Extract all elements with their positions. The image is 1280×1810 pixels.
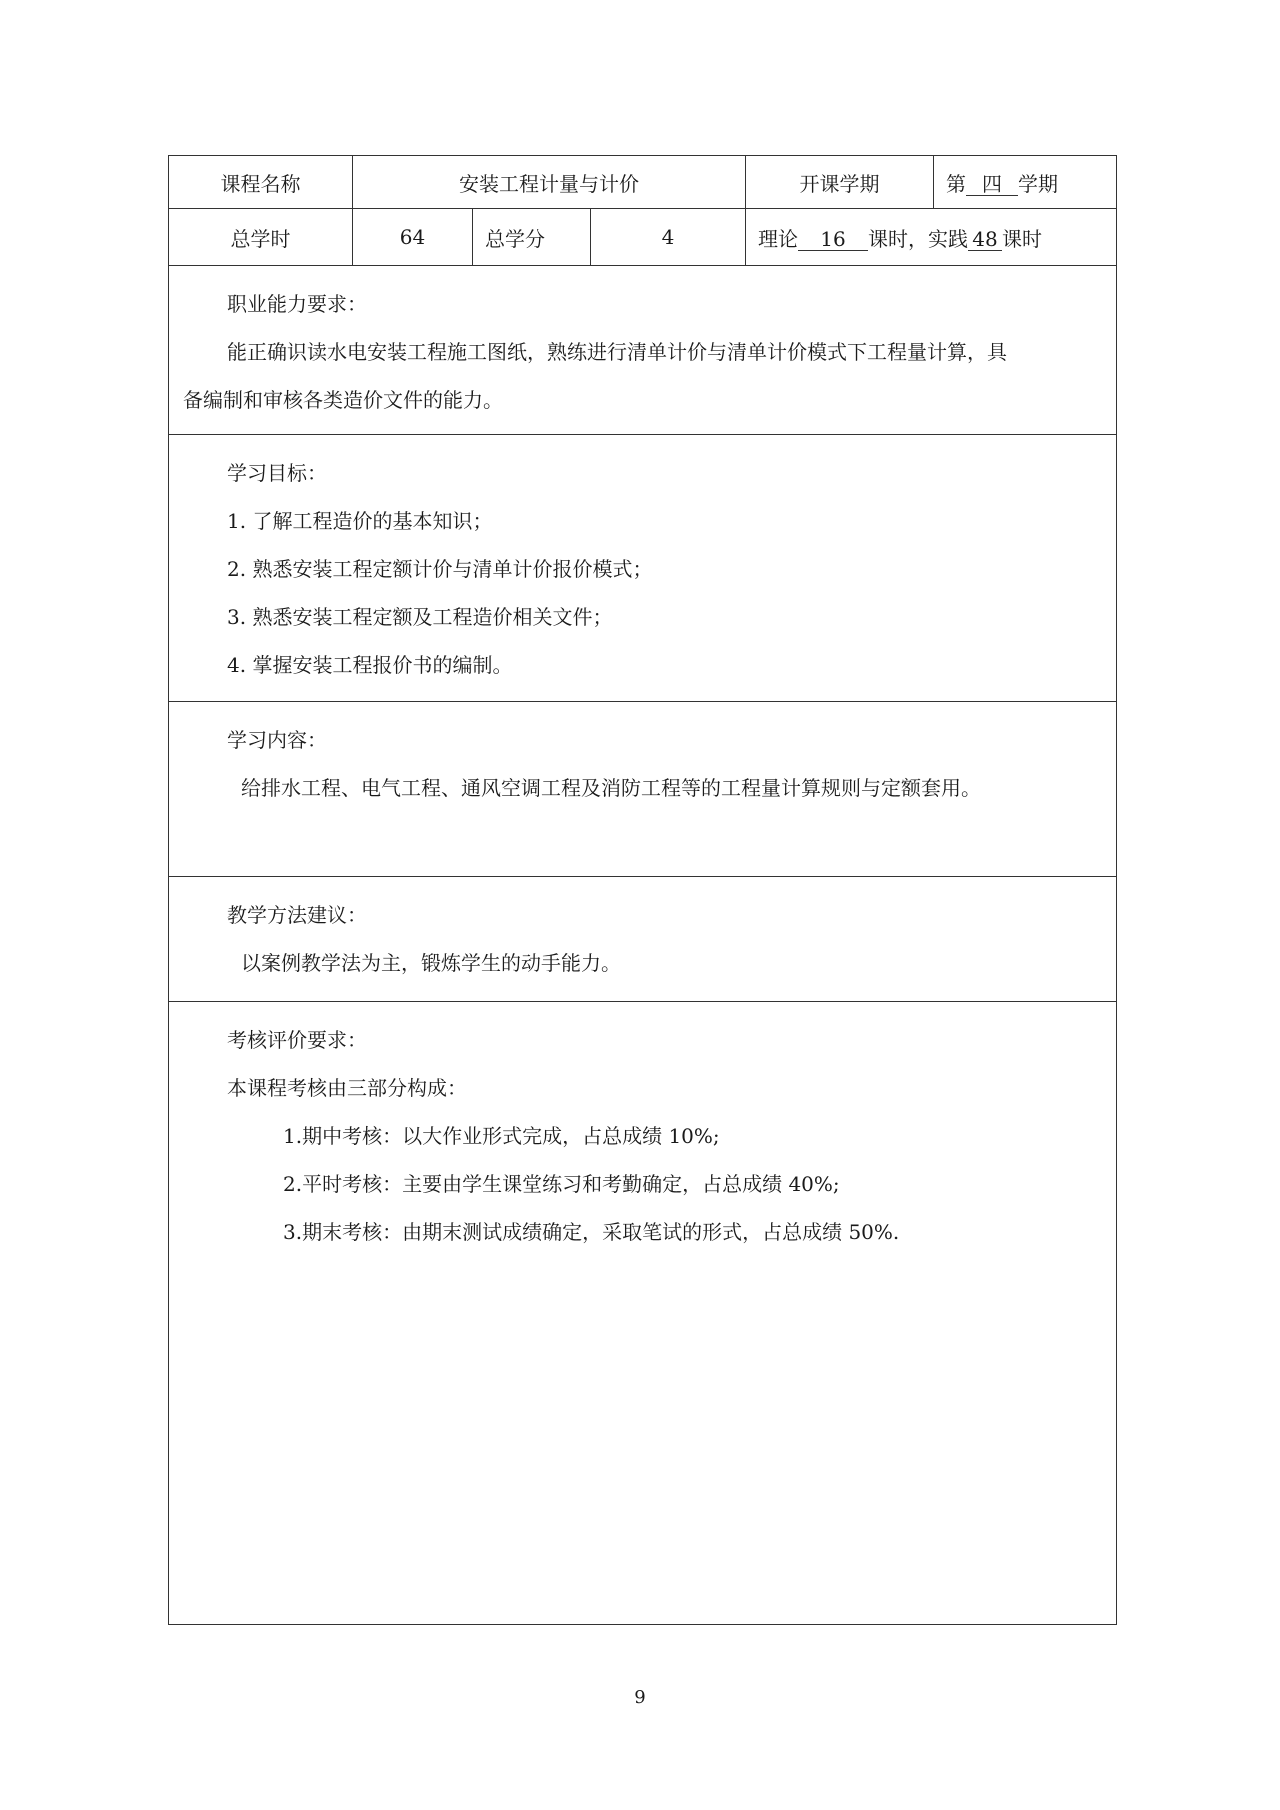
evaluation-intro: 本课程考核由三部分构成： <box>227 1076 467 1100</box>
header-row-1 <box>169 156 1117 209</box>
ability-line-1: 能正确识读水电安装工程施工图纸，熟练进行清单计价与清单计价模式下工程量计算，具 <box>227 340 1007 364</box>
theory-value: 16 <box>798 228 868 251</box>
evaluation-title: 考核评价要求： <box>227 1028 367 1052</box>
page-number: 9 <box>634 1687 646 1708</box>
practice-unit: 课时 <box>1002 226 1043 251</box>
ability-title: 职业能力要求： <box>227 292 367 316</box>
goal-item-2: 2. 熟悉安装工程定额计价与清单计价报价模式； <box>227 557 653 581</box>
content-title: 学习内容： <box>227 728 327 752</box>
ability-line-2: 备编制和审核各类造价文件的能力。 <box>183 388 503 412</box>
total-hours-value: 64 <box>353 209 473 266</box>
hours-breakdown <box>746 209 1117 266</box>
evaluation-item-2: 2.平时考核：主要由学生课堂练习和考勤确定，占总成绩 40%; <box>283 1172 840 1196</box>
content-row <box>169 702 1117 877</box>
course-name-label: 课程名称 <box>169 156 353 209</box>
goal-item-1: 1. 了解工程造价的基本知识； <box>227 509 493 533</box>
goal-item-3: 3. 熟悉安装工程定额及工程造价相关文件； <box>227 605 613 629</box>
method-row <box>169 877 1117 1002</box>
semester-suffix: 学期 <box>1018 171 1059 196</box>
total-hours-label: 总学时 <box>169 209 353 266</box>
method-text: 以案例教学法为主，锻炼学生的动手能力。 <box>241 951 621 975</box>
semester-cell <box>934 156 1117 209</box>
practice-value: 48 <box>968 228 1002 251</box>
ability-section <box>169 266 1117 435</box>
method-section <box>169 877 1117 1002</box>
goals-row <box>169 435 1117 702</box>
method-title: 教学方法建议： <box>227 903 367 927</box>
semester-value: 四 <box>966 173 1018 196</box>
evaluation-item-1: 1.期中考核：以大作业形式完成，占总成绩 10%; <box>283 1124 720 1148</box>
content-text: 给排水工程、电气工程、通风空调工程及消防工程等的工程量计算规则与定额套用。 <box>241 776 981 800</box>
evaluation-item-3: 3.期末考核：由期末测试成绩确定，采取笔试的形式，占总成绩 50%. <box>283 1220 900 1244</box>
goal-item-4: 4. 掌握安装工程报价书的编制。 <box>227 653 513 677</box>
theory-unit: 课时，实践 <box>868 226 969 251</box>
goals-section <box>169 435 1117 702</box>
evaluation-section <box>169 1002 1117 1625</box>
course-name-value: 安装工程计量与计价 <box>353 156 746 209</box>
ability-row <box>169 266 1117 435</box>
course-table <box>168 155 1117 1625</box>
semester-prefix: 第 <box>946 171 967 196</box>
total-credits-label: 总学分 <box>473 209 591 266</box>
theory-label: 理论 <box>758 226 799 251</box>
semester-label: 开课学期 <box>746 156 934 209</box>
evaluation-row <box>169 1002 1117 1625</box>
content-section <box>169 702 1117 877</box>
goals-title: 学习目标： <box>227 461 327 485</box>
total-credits-value: 4 <box>591 209 746 266</box>
header-row-2 <box>169 209 1117 266</box>
